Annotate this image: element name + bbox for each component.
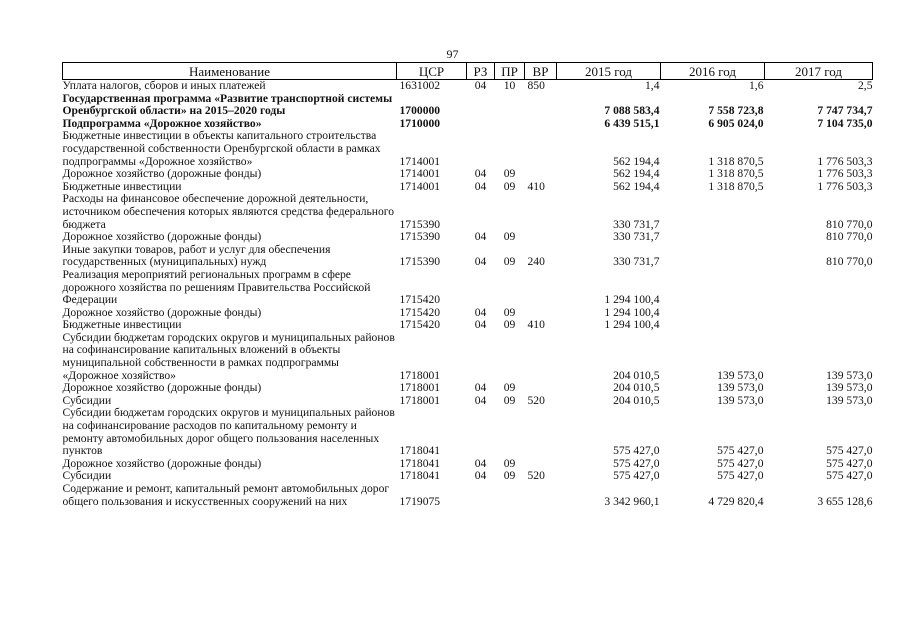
row-name: Дорожное хозяйство (дорожные фонды) [62, 381, 262, 395]
row-rz [467, 483, 495, 508]
row-name: Субсидии бюджетам городских округов и муниципальных районов на софинансирование капитальных вложений в объекты муниципальной собственности в рамках подпрограммы «Дорожное хозяйство» [62, 330, 395, 382]
row-csr: 1718001 [399, 393, 441, 407]
row-value-2016: 1 318 870,5 [708, 167, 764, 181]
row-value-2016 [661, 244, 765, 269]
row-vr [525, 193, 557, 231]
row-csr: 1714001 [399, 154, 441, 168]
row-rz [467, 118, 495, 131]
row-vr [525, 332, 557, 382]
row-vr: 410 [527, 179, 545, 193]
row-name: Иные закупки товаров, работ и услуг для обеспечения государственных (муниципальных) нужд [62, 242, 331, 269]
row-name: Бюджетные инвестиции [62, 179, 182, 193]
row-value-2015: 562 194,4 [613, 167, 660, 181]
row-pr [495, 118, 525, 131]
row-value-2016: 139 573,0 [717, 368, 764, 382]
row-name: Бюджетные инвестиции [62, 318, 182, 332]
row-value-2017: 3 655 128,6 [817, 494, 873, 508]
row-csr: 1631002 [399, 79, 441, 92]
row-pr: 09 [503, 179, 516, 193]
row-value-2017: 575 427,0 [826, 444, 873, 458]
row-value-2017 [765, 307, 873, 320]
row-rz: 04 [474, 456, 487, 470]
row-vr [525, 130, 557, 168]
row-csr: 1718001 [399, 368, 441, 382]
row-csr: 1718041 [399, 444, 441, 458]
row-pr: 09 [503, 230, 516, 244]
row-rz: 04 [474, 167, 487, 181]
row-value-2017: 575 427,0 [826, 469, 873, 483]
row-value-2015: 575 427,0 [613, 456, 660, 470]
row-name: Подпрограмма «Дорожное хозяйство» [62, 116, 262, 130]
table-row [63, 382, 873, 395]
row-csr: 1715420 [399, 305, 441, 319]
table-row [63, 231, 873, 244]
row-pr [495, 483, 525, 508]
row-rz [467, 193, 495, 231]
row-name: Содержание и ремонт, капитальный ремонт автомобильных дорог общего пользования и искусственных сооружений на них [62, 482, 390, 508]
row-value-2017: 139 573,0 [826, 368, 873, 382]
row-value-2015: 575 427,0 [613, 444, 660, 458]
table-row [63, 244, 873, 269]
row-pr [495, 269, 525, 307]
row-pr [495, 407, 525, 457]
row-pr [495, 130, 525, 168]
row-rz [467, 269, 495, 307]
row-csr: 1718041 [399, 469, 441, 483]
header-2017: 2017 год [765, 63, 873, 80]
row-value-2016: 575 427,0 [717, 444, 764, 458]
row-value-2015: 1 294 100,4 [604, 293, 660, 307]
row-pr: 09 [503, 255, 516, 269]
row-name: Расходы на финансовое обеспечение дорожной деятельности, источником обеспечения которых являются средства федерального бюджета [62, 192, 395, 231]
row-value-2017: 810 770,0 [826, 217, 873, 231]
row-value-2017: 1 776 503,3 [817, 167, 873, 181]
row-value-2016 [661, 269, 765, 307]
row-name: Уплата налогов, сборов и иных платежей [62, 79, 266, 92]
row-rz [467, 93, 495, 118]
row-csr: 1718001 [399, 381, 441, 395]
row-value-2016: 139 573,0 [717, 381, 764, 395]
row-value-2015: 204 010,5 [613, 368, 660, 382]
row-value-2017: 810 770,0 [826, 255, 873, 269]
table-row [63, 307, 873, 320]
table-row [63, 130, 873, 168]
row-value-2016: 1 318 870,5 [708, 154, 764, 168]
table-row [63, 332, 873, 382]
row-vr [525, 93, 557, 118]
row-csr: 1710000 [399, 116, 441, 130]
table-row [63, 319, 873, 332]
row-value-2016 [661, 193, 765, 231]
row-rz [467, 407, 495, 457]
row-value-2016: 575 427,0 [717, 456, 764, 470]
row-value-2015: 562 194,4 [613, 154, 660, 168]
row-value-2017: 139 573,0 [826, 393, 873, 407]
header-vr: ВР [525, 63, 557, 80]
row-value-2015: 1 294 100,4 [604, 305, 660, 319]
row-value-2017: 7 747 734,7 [817, 104, 873, 118]
row-name: Субсидии [62, 469, 112, 483]
row-csr: 1714001 [399, 179, 441, 193]
header-rz: РЗ [467, 63, 495, 80]
row-value-2016: 139 573,0 [717, 393, 764, 407]
row-value-2016 [661, 307, 765, 320]
row-value-2016 [661, 231, 765, 244]
row-name: Дорожное хозяйство (дорожные фонды) [62, 456, 262, 470]
row-rz [467, 332, 495, 382]
row-rz: 04 [474, 179, 487, 193]
row-csr: 1715420 [399, 318, 441, 332]
row-rz [467, 130, 495, 168]
row-rz: 04 [474, 469, 487, 483]
row-vr [525, 382, 557, 395]
header-name: Наименование [63, 63, 397, 80]
row-rz: 04 [474, 255, 487, 269]
row-pr: 09 [503, 305, 516, 319]
row-value-2016: 575 427,0 [717, 469, 764, 483]
row-name: Государственная программа «Развитие транспортной системы Оренбургской области» на 2015–2020 годы [62, 91, 393, 118]
row-csr: 1718041 [399, 456, 441, 470]
row-value-2015: 6 439 515,1 [604, 116, 660, 130]
row-vr [525, 168, 557, 181]
row-value-2017: 139 573,0 [826, 381, 873, 395]
table-row [63, 269, 873, 307]
table-row [63, 193, 873, 231]
row-value-2017: 810 770,0 [826, 230, 873, 244]
row-vr: 520 [527, 393, 545, 407]
row-value-2017: 1 776 503,3 [817, 154, 873, 168]
row-value-2017: 7 104 735,0 [817, 116, 873, 130]
row-value-2015: 7 088 583,4 [604, 104, 660, 118]
row-csr: 1714001 [399, 167, 441, 181]
row-value-2015: 1 294 100,4 [604, 318, 660, 332]
row-pr: 09 [503, 381, 516, 395]
row-value-2015: 575 427,0 [613, 469, 660, 483]
row-value-2017 [765, 269, 873, 307]
row-name: Реализация мероприятий региональных программ в сфере дорожного хозяйства по решениям Правительства Российской Федерации [62, 267, 371, 307]
row-csr: 1719075 [399, 494, 441, 508]
row-rz: 04 [474, 381, 487, 395]
row-name: Субсидии бюджетам городских округов и муниципальных районов на софинансирование расходов по капитальному ремонту и ремонту автомобильных дорог общего пользования населенных пунктов [62, 406, 395, 458]
row-vr: 410 [527, 318, 545, 332]
row-vr [525, 118, 557, 131]
table-row [63, 483, 873, 508]
row-value-2016 [661, 319, 765, 332]
row-pr [495, 332, 525, 382]
header-pr: ПР [495, 63, 525, 80]
row-value-2017: 575 427,0 [826, 456, 873, 470]
row-csr: 1715390 [399, 255, 441, 269]
row-value-2015: 330 731,7 [613, 230, 660, 244]
header-2016: 2016 год [661, 63, 765, 80]
row-csr: 1715390 [399, 217, 441, 231]
row-value-2016: 7 558 723,8 [708, 104, 764, 118]
row-value-2015: 330 731,7 [613, 217, 660, 231]
row-value-2016: 6 905 024,0 [708, 116, 764, 130]
row-pr [495, 93, 525, 118]
row-value-2017: 1 776 503,3 [817, 179, 873, 193]
row-csr: 1700000 [399, 104, 441, 118]
row-value-2015: 330 731,7 [613, 255, 660, 269]
row-value-2015: 1,4 [645, 79, 660, 92]
row-value-2016: 4 729 820,4 [708, 494, 764, 508]
row-pr [495, 193, 525, 231]
row-vr [525, 483, 557, 508]
row-vr [525, 269, 557, 307]
row-pr: 09 [503, 393, 516, 407]
row-name: Дорожное хозяйство (дорожные фонды) [62, 167, 262, 181]
row-name: Дорожное хозяйство (дорожные фонды) [62, 230, 262, 244]
row-rz: 04 [474, 79, 487, 92]
row-pr: 09 [503, 167, 516, 181]
table-row [63, 93, 873, 118]
row-value-2017 [765, 319, 873, 332]
row-name: Дорожное хозяйство (дорожные фонды) [62, 305, 262, 319]
table-body [63, 80, 873, 509]
table-row [63, 407, 873, 457]
row-name: Бюджетные инвестиции в объекты капитального строительства государственной собственности Оренбургской области в рамках подпрограммы «Дорожное хозяйство» [62, 129, 381, 168]
row-pr: 09 [503, 318, 516, 332]
header-2015: 2015 год [557, 63, 661, 80]
row-value-2015: 3 342 960,1 [604, 494, 660, 508]
row-name: Субсидии [62, 393, 112, 407]
row-vr: 240 [527, 255, 545, 269]
row-vr: 850 [527, 79, 545, 92]
row-csr: 1715420 [399, 293, 441, 307]
row-value-2015: 562 194,4 [613, 179, 660, 193]
row-value-2016: 1,6 [749, 79, 764, 92]
table-row [63, 80, 873, 93]
row-rz: 04 [474, 305, 487, 319]
row-value-2017: 2,5 [858, 79, 873, 92]
row-pr: 09 [503, 456, 516, 470]
header-csr: ЦСР [397, 63, 467, 80]
row-value-2015: 204 010,5 [613, 381, 660, 395]
row-vr [525, 407, 557, 457]
row-value-2015: 204 010,5 [613, 393, 660, 407]
row-pr: 10 [503, 79, 516, 92]
row-value-2016: 1 318 870,5 [708, 179, 764, 193]
table-header [63, 63, 873, 80]
budget-table [62, 62, 873, 508]
row-rz: 04 [474, 393, 487, 407]
page-number: 97 [446, 47, 459, 61]
header-row [63, 63, 873, 80]
row-pr: 09 [503, 469, 516, 483]
row-vr [525, 231, 557, 244]
row-vr: 520 [527, 469, 545, 483]
row-rz: 04 [474, 318, 487, 332]
table-row [63, 168, 873, 181]
row-rz: 04 [474, 230, 487, 244]
row-csr: 1715390 [399, 230, 441, 244]
